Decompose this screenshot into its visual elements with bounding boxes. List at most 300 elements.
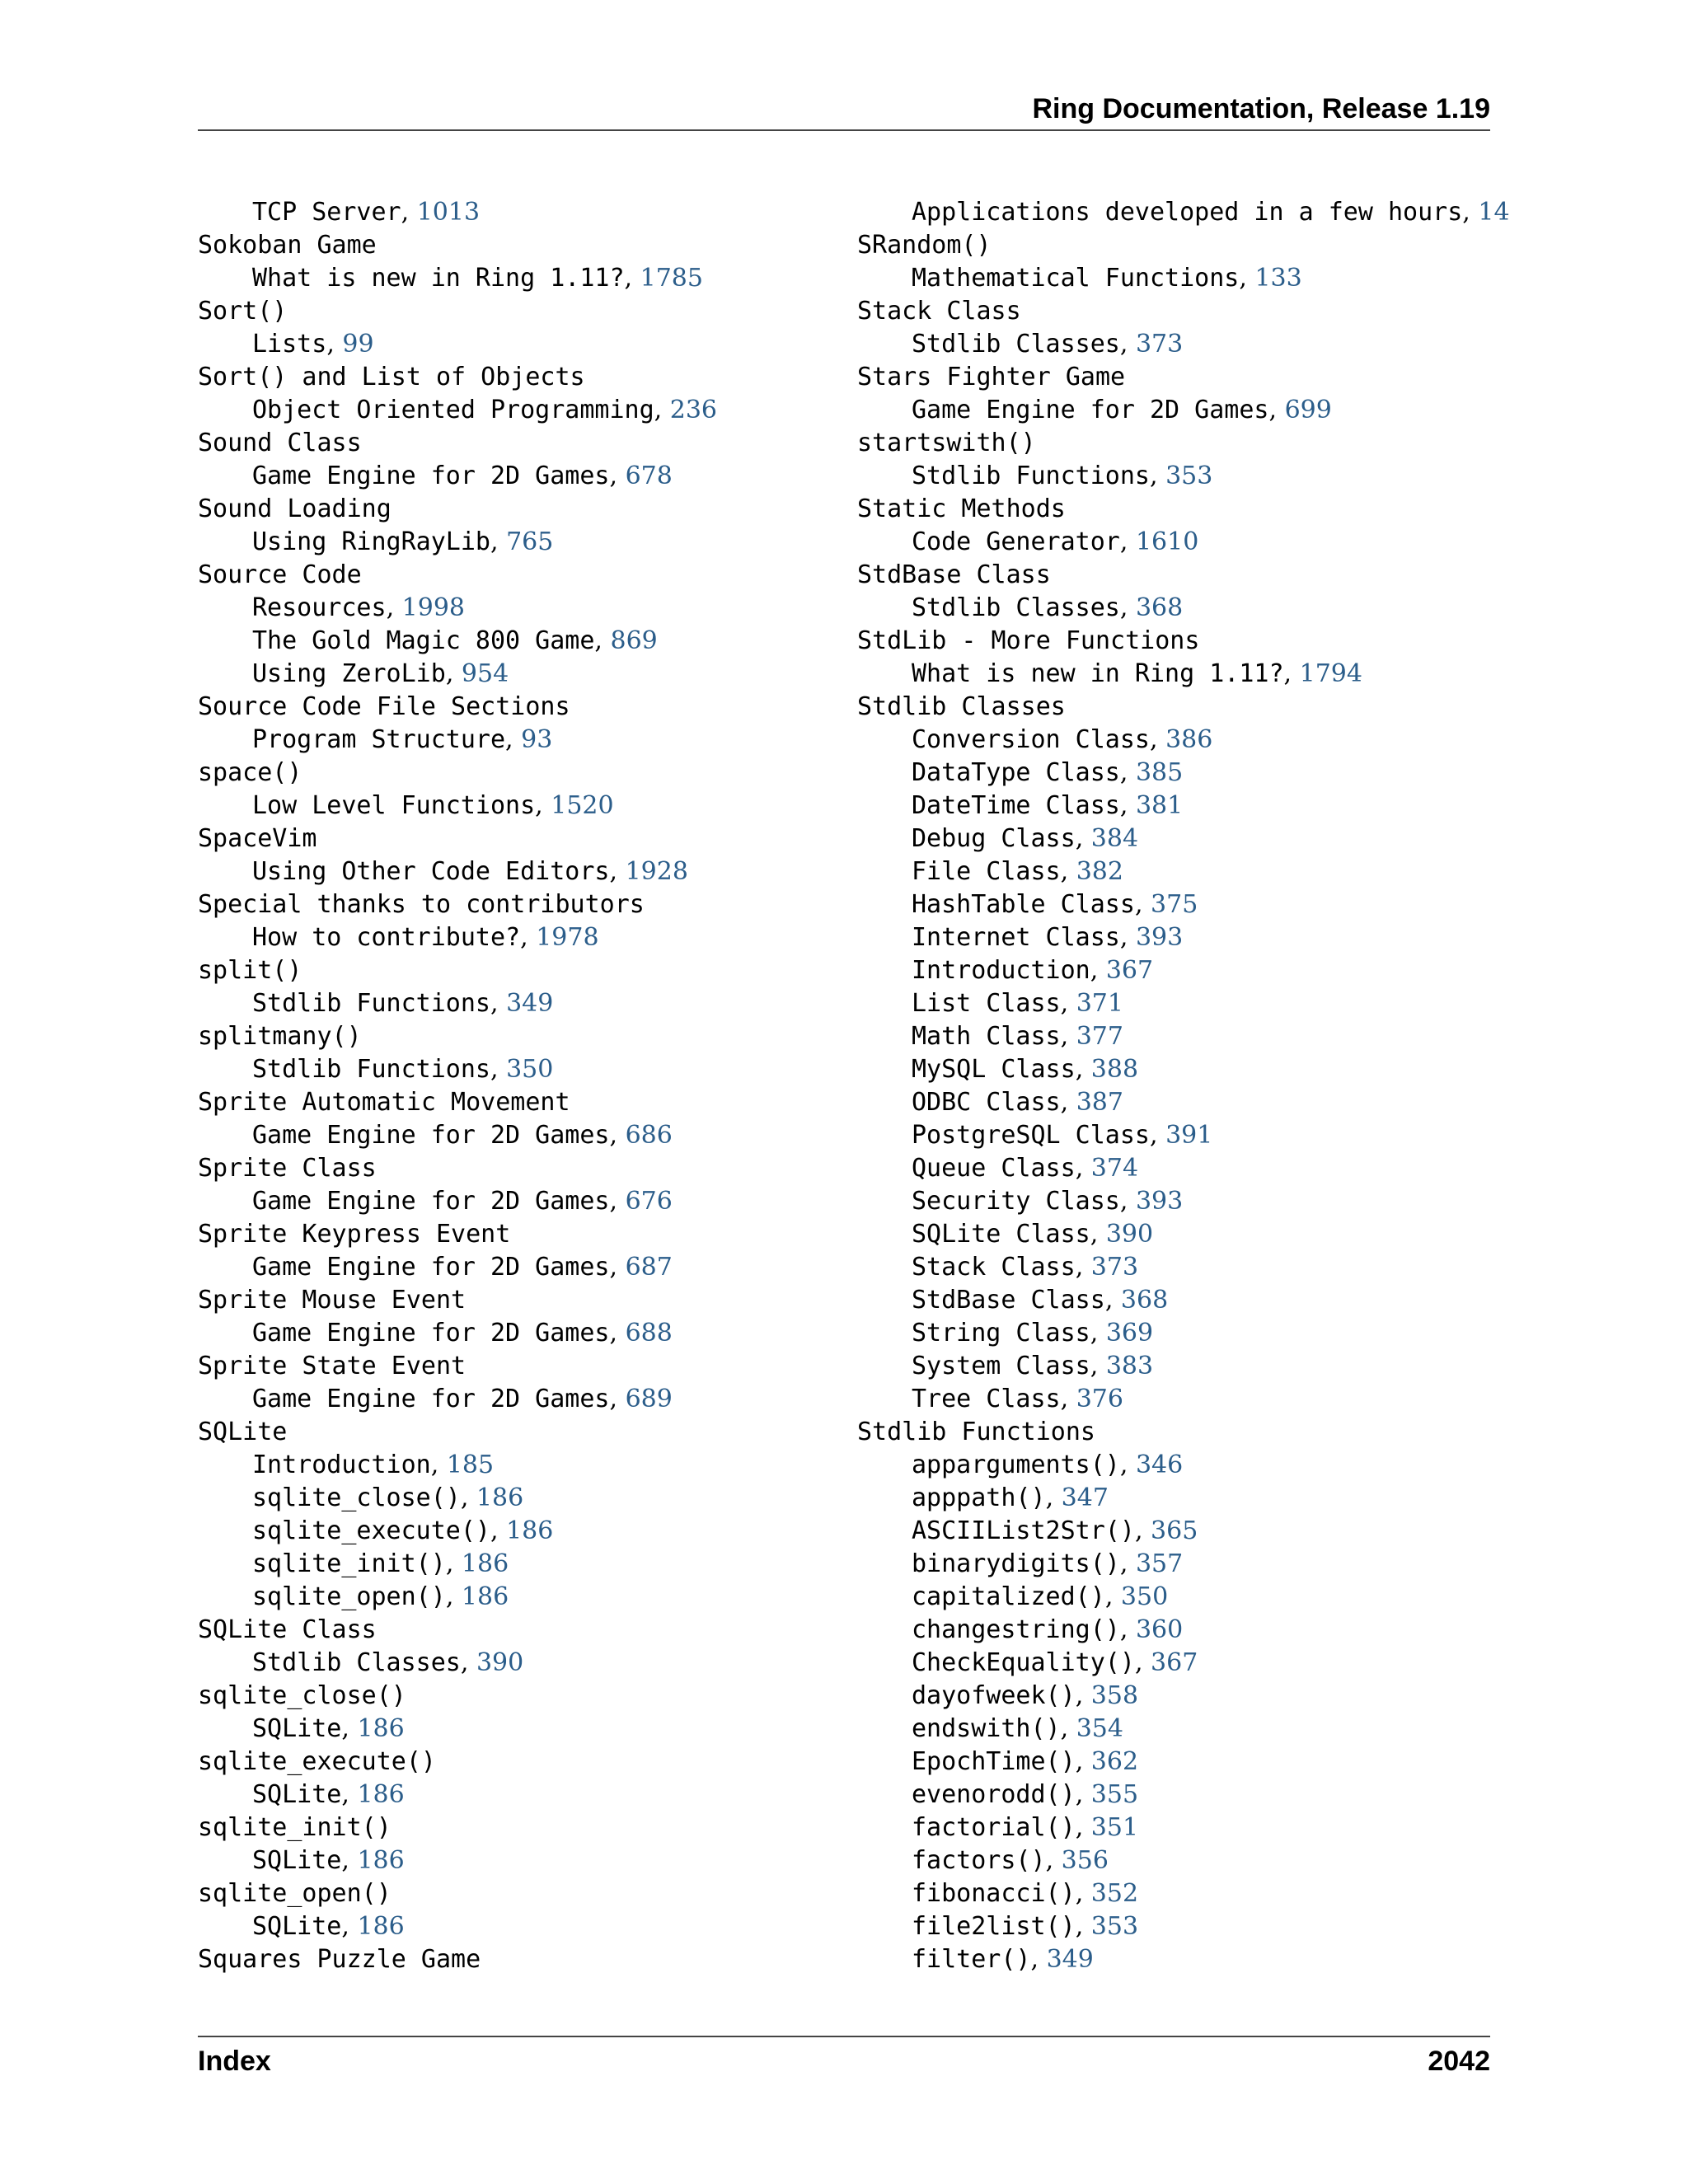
page-link[interactable]: 1794 — [1299, 659, 1362, 688]
page-link[interactable]: 1610 — [1135, 527, 1199, 556]
entry-label: Sprite State Event — [198, 1352, 467, 1380]
entry-separator: , — [1075, 1055, 1091, 1084]
page-link[interactable]: 869 — [610, 626, 658, 655]
entry-separator: , — [1075, 1681, 1091, 1710]
index-entry — [857, 1416, 1492, 1449]
index-subentry — [198, 1844, 857, 1877]
entry-separator: , — [341, 1714, 358, 1743]
entry-separator: , — [1134, 1516, 1151, 1545]
page-link[interactable]: 387 — [1076, 1088, 1123, 1117]
entry-label: StdBase Class — [857, 560, 1051, 589]
index-subentry — [857, 921, 1492, 954]
page-link[interactable]: 376 — [1076, 1385, 1123, 1413]
entry-separator: , — [609, 1187, 626, 1216]
index-subentry — [857, 1779, 1492, 1811]
index-entry — [198, 1284, 857, 1317]
entry-separator: , — [1060, 1088, 1076, 1117]
index-subentry — [857, 1548, 1492, 1581]
index-subentry — [857, 1877, 1492, 1910]
page-link[interactable]: 385 — [1135, 758, 1184, 787]
page-link[interactable]: 347 — [1061, 1483, 1109, 1512]
index-entry — [857, 295, 1492, 328]
index-entry — [198, 493, 857, 526]
index-subentry — [857, 1053, 1492, 1086]
index-subentry — [857, 1482, 1492, 1515]
entry-label: MySQL Class — [912, 1055, 1076, 1084]
index-column-right — [857, 196, 1510, 1976]
entry-separator: , — [490, 1055, 507, 1084]
page-link[interactable]: 186 — [357, 1912, 405, 1941]
entry-label: Stdlib Classes — [912, 330, 1120, 359]
entry-label: SRandom() — [857, 231, 992, 260]
entry-label: Sprite Class — [198, 1154, 377, 1183]
entry-label: SQLite — [252, 1912, 342, 1941]
page-link[interactable]: 1978 — [536, 923, 599, 952]
entry-separator: , — [386, 593, 402, 622]
index-subentry — [857, 1713, 1492, 1746]
entry-label: Source Code File Sections — [198, 692, 570, 721]
index-subentry — [198, 790, 857, 823]
index-subentry — [857, 954, 1492, 987]
page-link[interactable]: 374 — [1090, 1154, 1139, 1183]
entry-separator: , — [1090, 956, 1106, 985]
index-subentry — [857, 1680, 1492, 1713]
entry-separator: , — [609, 857, 626, 886]
index-subentry — [857, 394, 1492, 427]
entry-separator: , — [520, 923, 537, 952]
entry-label: Squares Puzzle Game — [198, 1945, 481, 1974]
index-entry — [198, 1086, 857, 1119]
index-subentry — [857, 1943, 1492, 1976]
entry-label: Sound Class — [198, 429, 362, 457]
page-link[interactable]: 765 — [506, 527, 554, 556]
page-link[interactable]: 350 — [506, 1055, 554, 1084]
entry-label: Debug Class — [912, 824, 1076, 853]
entry-label: Special thanks to contributors — [198, 890, 645, 919]
index-entry — [857, 559, 1492, 592]
entry-label: Game Engine for 2D Games — [252, 1187, 610, 1216]
index-subentry — [857, 1581, 1492, 1614]
entry-label: Sprite Automatic Movement — [198, 1088, 570, 1117]
index-subentry — [198, 592, 857, 625]
index-subentry — [857, 592, 1492, 625]
page-link[interactable]: 699 — [1284, 396, 1332, 424]
index-subentry — [857, 1251, 1492, 1284]
entry-separator: , — [1149, 462, 1166, 490]
entry-label: sqlite_close() — [252, 1483, 461, 1512]
entry-separator: , — [535, 791, 551, 820]
entry-label: Stdlib Classes — [857, 692, 1066, 721]
header-rule — [198, 129, 1490, 131]
page-link[interactable]: 391 — [1165, 1121, 1213, 1150]
entry-separator: , — [490, 527, 507, 556]
entry-label: String Class — [912, 1319, 1090, 1347]
entry-label: Sound Loading — [198, 494, 392, 523]
entry-separator: , — [609, 1253, 626, 1282]
entry-label: sqlite_init() — [252, 1549, 446, 1578]
index-subentry — [198, 460, 857, 493]
entry-separator: , — [1075, 1780, 1091, 1809]
running-header: Ring Documentation, Release 1.19 — [1032, 93, 1490, 124]
page-link[interactable]: 377 — [1076, 1022, 1123, 1051]
page-link[interactable]: 954 — [461, 659, 509, 688]
index-subentry — [198, 1515, 857, 1548]
page-link[interactable]: 1013 — [416, 198, 481, 227]
entry-separator: , — [1090, 1220, 1106, 1249]
entry-label: ASCIIList2Str() — [912, 1516, 1135, 1545]
entry-label: capitalized() — [912, 1582, 1105, 1611]
index-subentry — [857, 1317, 1492, 1350]
entry-label: Game Engine for 2D Games — [252, 1253, 610, 1282]
entry-separator: , — [1119, 527, 1136, 556]
page-link[interactable]: 186 — [357, 1714, 405, 1743]
entry-separator: , — [609, 1385, 626, 1413]
index-subentry — [857, 196, 1510, 229]
page-link[interactable]: 373 — [1090, 1253, 1139, 1282]
index-subentry — [857, 1449, 1492, 1482]
entry-separator: , — [341, 1780, 358, 1809]
entry-separator: , — [341, 1846, 358, 1875]
entry-label: Sokoban Game — [198, 231, 377, 260]
page-link[interactable]: 358 — [1090, 1681, 1139, 1710]
index-subentry — [857, 888, 1492, 921]
page-link[interactable]: 369 — [1105, 1319, 1154, 1347]
page-link[interactable]: 1928 — [625, 857, 688, 886]
page-link[interactable]: 353 — [1090, 1912, 1139, 1941]
page-link[interactable]: 678 — [625, 462, 673, 490]
entry-label: Game Engine for 2D Games — [252, 1121, 610, 1150]
entry-label: filter() — [912, 1945, 1031, 1974]
entry-label: What is new in Ring 1.11? — [252, 264, 625, 293]
index-entry — [198, 1152, 857, 1185]
entry-label: Stdlib Classes — [252, 1648, 461, 1677]
entry-label: Object Oriented Programming — [252, 396, 654, 424]
entry-label: factorial() — [912, 1813, 1076, 1842]
entry-label: apparguments() — [912, 1451, 1120, 1479]
page-link[interactable]: 390 — [1105, 1220, 1154, 1249]
page-link[interactable]: 362 — [1090, 1747, 1139, 1776]
entry-separator: , — [1075, 1747, 1091, 1776]
index-subentry — [857, 658, 1492, 691]
index-subentry — [857, 1614, 1492, 1647]
page-link[interactable]: 368 — [1120, 1286, 1169, 1315]
entry-separator: , — [1119, 1187, 1136, 1216]
entry-label: CheckEquality() — [912, 1648, 1135, 1677]
entry-label: How to contribute? — [252, 923, 521, 952]
entry-separator: , — [594, 626, 611, 655]
entry-label: EpochTime() — [912, 1747, 1076, 1776]
index-entry — [198, 361, 857, 394]
entry-separator: , — [609, 1121, 626, 1150]
page-link[interactable]: 357 — [1135, 1549, 1184, 1578]
index-subentry — [857, 1020, 1492, 1053]
index-subentry — [857, 1515, 1492, 1548]
index-subentry — [198, 1053, 857, 1086]
page-link[interactable]: 351 — [1090, 1813, 1139, 1842]
page-link[interactable]: 350 — [1120, 1582, 1169, 1611]
entry-label: Math Class — [912, 1022, 1061, 1051]
index-subentry — [198, 1581, 857, 1614]
entry-separator: , — [1045, 1846, 1062, 1875]
entry-label: List Class — [912, 989, 1061, 1018]
page-link[interactable]: 186 — [357, 1780, 405, 1809]
page-link[interactable]: 383 — [1105, 1352, 1154, 1380]
page-link[interactable]: 381 — [1135, 791, 1184, 820]
entry-label: fibonacci() — [912, 1879, 1076, 1908]
footer-page-number: 2042 — [1428, 2046, 1490, 2077]
index-subentry — [198, 196, 857, 229]
index-entry — [198, 954, 857, 987]
entry-separator: , — [1030, 1945, 1047, 1974]
page-link[interactable]: 354 — [1076, 1714, 1123, 1743]
entry-separator: , — [609, 1319, 626, 1347]
page-link[interactable]: 186 — [506, 1516, 554, 1545]
entry-separator: , — [1283, 659, 1300, 688]
entry-label: DataType Class — [912, 758, 1120, 787]
page-link[interactable]: 393 — [1135, 923, 1184, 952]
page-link[interactable]: 375 — [1151, 890, 1198, 919]
index-entry — [198, 1614, 857, 1647]
index-entry — [198, 1416, 857, 1449]
entry-separator: , — [654, 396, 670, 424]
entry-separator: , — [401, 198, 417, 227]
page-link[interactable]: 353 — [1165, 462, 1213, 490]
page-link[interactable]: 185 — [446, 1451, 495, 1479]
index-subentry — [857, 757, 1492, 790]
entry-label: Sort() and List of Objects — [198, 363, 585, 391]
entry-separator: , — [460, 1483, 476, 1512]
entry-separator: , — [1149, 1121, 1166, 1150]
entry-separator: , — [1119, 330, 1136, 359]
page-link[interactable]: 367 — [1105, 956, 1154, 985]
page-link[interactable]: 676 — [625, 1187, 673, 1216]
page-link[interactable]: 388 — [1090, 1055, 1139, 1084]
entry-separator: , — [1104, 1286, 1121, 1315]
entry-separator: , — [1075, 1912, 1091, 1941]
entry-separator: , — [1268, 396, 1285, 424]
page-link[interactable]: 1785 — [640, 264, 703, 293]
entry-label: Resources — [252, 593, 387, 622]
page-link[interactable]: 133 — [1254, 264, 1302, 293]
entry-label: binarydigits() — [912, 1549, 1120, 1578]
entry-label: Security Class — [912, 1187, 1120, 1216]
index-subentry — [198, 1548, 857, 1581]
page-link[interactable]: 365 — [1151, 1516, 1198, 1545]
page-link[interactable]: 346 — [1135, 1451, 1184, 1479]
entry-label: System Class — [912, 1352, 1090, 1380]
index-subentry — [857, 1218, 1492, 1251]
page-link[interactable]: 349 — [506, 989, 554, 1018]
entry-label: Source Code — [198, 560, 362, 589]
page-link[interactable]: 349 — [1046, 1945, 1094, 1974]
index-entry — [198, 559, 857, 592]
index-subentry — [198, 921, 857, 954]
page-link[interactable]: 367 — [1151, 1648, 1198, 1677]
page-link[interactable]: 14 — [1478, 198, 1510, 227]
entry-label: Queue Class — [912, 1154, 1076, 1183]
index-entry — [198, 1218, 857, 1251]
page-link[interactable]: 371 — [1076, 989, 1123, 1018]
index-subentry — [857, 1746, 1492, 1779]
entry-separator: , — [609, 462, 626, 490]
entry-label: Introduction — [912, 956, 1090, 985]
index-subentry — [857, 790, 1492, 823]
page-link[interactable]: 355 — [1090, 1780, 1139, 1809]
page-link[interactable]: 236 — [669, 396, 718, 424]
page-link[interactable]: 360 — [1135, 1615, 1184, 1644]
page-link[interactable]: 186 — [461, 1582, 509, 1611]
page-link[interactable]: 1998 — [401, 593, 465, 622]
entry-separator: , — [490, 1516, 507, 1545]
footer-section: Index — [198, 2046, 271, 2077]
page-link[interactable]: 356 — [1061, 1846, 1109, 1875]
entry-label: File Class — [912, 857, 1061, 886]
page-link[interactable]: 390 — [476, 1648, 524, 1677]
page-link[interactable]: 688 — [625, 1319, 673, 1347]
index-subentry — [198, 658, 857, 691]
entry-label: Sprite Mouse Event — [198, 1286, 467, 1315]
entry-label: Static Methods — [857, 494, 1066, 523]
index-subentry — [857, 1350, 1492, 1383]
index-entry — [857, 427, 1492, 460]
entry-label: StdBase Class — [912, 1286, 1105, 1315]
entry-label: Sort() — [198, 297, 288, 326]
index-subentry — [857, 526, 1492, 559]
index-entry — [198, 1746, 857, 1779]
index-subentry — [857, 1383, 1492, 1416]
index-subentry — [857, 855, 1492, 888]
page-link[interactable]: 373 — [1135, 330, 1184, 359]
entry-separator: , — [1462, 198, 1479, 227]
index-entry — [198, 1020, 857, 1053]
page-link[interactable]: 186 — [476, 1483, 524, 1512]
running-footer — [198, 2041, 1490, 2081]
index-subentry — [857, 823, 1492, 855]
index-subentry — [857, 1185, 1492, 1218]
footer-rule — [198, 2036, 1490, 2037]
page-link[interactable]: 186 — [461, 1549, 509, 1578]
index-subentry — [857, 1844, 1492, 1877]
entry-separator: , — [445, 1549, 462, 1578]
entry-label: Code Generator — [912, 527, 1120, 556]
page-link[interactable]: 689 — [625, 1385, 673, 1413]
entry-separator: , — [1075, 1154, 1091, 1183]
entry-label: Introduction — [252, 1451, 431, 1479]
entry-label: Stdlib Functions — [912, 462, 1150, 490]
page-link[interactable]: 1520 — [551, 791, 614, 820]
index-subentry — [198, 1910, 857, 1943]
index-subentry — [198, 1251, 857, 1284]
index-subentry — [198, 1713, 857, 1746]
entry-label: Stdlib Functions — [857, 1418, 1095, 1446]
index-entry — [198, 229, 857, 262]
index-entry — [857, 361, 1492, 394]
entry-label: PostgreSQL Class — [912, 1121, 1150, 1150]
entry-separator: , — [341, 1912, 358, 1941]
entry-separator: , — [1060, 1022, 1076, 1051]
entry-separator: , — [1075, 824, 1091, 853]
entry-separator: , — [1134, 1648, 1151, 1677]
page-link[interactable]: 393 — [1135, 1187, 1184, 1216]
index-subentry — [857, 1910, 1492, 1943]
index-subentry — [857, 987, 1492, 1020]
entry-separator: , — [1060, 1714, 1076, 1743]
page-link[interactable]: 186 — [357, 1846, 405, 1875]
page-link[interactable]: 99 — [342, 330, 374, 359]
entry-separator: , — [445, 1582, 462, 1611]
entry-label: Low Level Functions — [252, 791, 536, 820]
index-subentry — [857, 1647, 1492, 1680]
entry-separator: , — [326, 330, 343, 359]
index-subentry — [198, 1317, 857, 1350]
page-link[interactable]: 382 — [1076, 857, 1123, 886]
entry-separator: , — [1119, 1451, 1136, 1479]
entry-label: What is new in Ring 1.11? — [912, 659, 1284, 688]
entry-label: split() — [198, 956, 302, 985]
entry-label: Tree Class — [912, 1385, 1061, 1413]
entry-separator: , — [1119, 758, 1136, 787]
entry-label: Stack Class — [912, 1253, 1076, 1282]
entry-label: Applications developed in a few hours — [912, 198, 1463, 227]
page-link[interactable]: 384 — [1090, 824, 1139, 853]
entry-label: StdLib - More Functions — [857, 626, 1200, 655]
index-entry — [198, 757, 857, 790]
entry-separator: , — [1075, 1253, 1091, 1282]
page-link[interactable]: 386 — [1165, 725, 1213, 754]
index-subentry — [857, 1119, 1492, 1152]
entry-label: Lists — [252, 330, 327, 359]
index-subentry — [857, 1152, 1492, 1185]
index-subentry — [198, 262, 857, 295]
index-subentry — [857, 1086, 1492, 1119]
entry-label: Stdlib Classes — [912, 593, 1120, 622]
page-link[interactable]: 352 — [1090, 1879, 1139, 1908]
entry-label: Internet Class — [912, 923, 1120, 952]
entry-label: sqlite_init() — [198, 1813, 392, 1842]
entry-separator: , — [624, 264, 640, 293]
index-subentry — [198, 1647, 857, 1680]
page-link[interactable]: 368 — [1135, 593, 1184, 622]
entry-separator: , — [445, 659, 462, 688]
entry-separator: , — [1119, 1615, 1136, 1644]
index-subentry — [198, 855, 857, 888]
entry-label: Game Engine for 2D Games — [252, 1385, 610, 1413]
entry-label: evenorodd() — [912, 1780, 1076, 1809]
page-link[interactable]: 686 — [625, 1121, 673, 1150]
entry-label: Program Structure — [252, 725, 506, 754]
entry-separator: , — [1119, 791, 1136, 820]
index-entry — [857, 493, 1492, 526]
index-entry — [198, 1877, 857, 1910]
entry-separator: , — [1060, 1385, 1076, 1413]
entry-label: SQLite — [252, 1714, 342, 1743]
page-link[interactable]: 93 — [521, 725, 553, 754]
entry-separator: , — [460, 1648, 476, 1677]
index-entry — [857, 691, 1492, 724]
entry-label: Mathematical Functions — [912, 264, 1240, 293]
page-link[interactable]: 687 — [625, 1253, 673, 1282]
entry-label: Using RingRayLib — [252, 527, 490, 556]
index-subentry — [198, 1449, 857, 1482]
entry-separator: , — [1060, 857, 1076, 886]
entry-label: ODBC Class — [912, 1088, 1061, 1117]
entry-label: TCP Server — [252, 198, 401, 227]
entry-label: dayofweek() — [912, 1681, 1076, 1710]
index-subentry — [198, 1482, 857, 1515]
index-entry — [198, 427, 857, 460]
index-subentry — [198, 625, 857, 658]
index-subentry — [198, 987, 857, 1020]
